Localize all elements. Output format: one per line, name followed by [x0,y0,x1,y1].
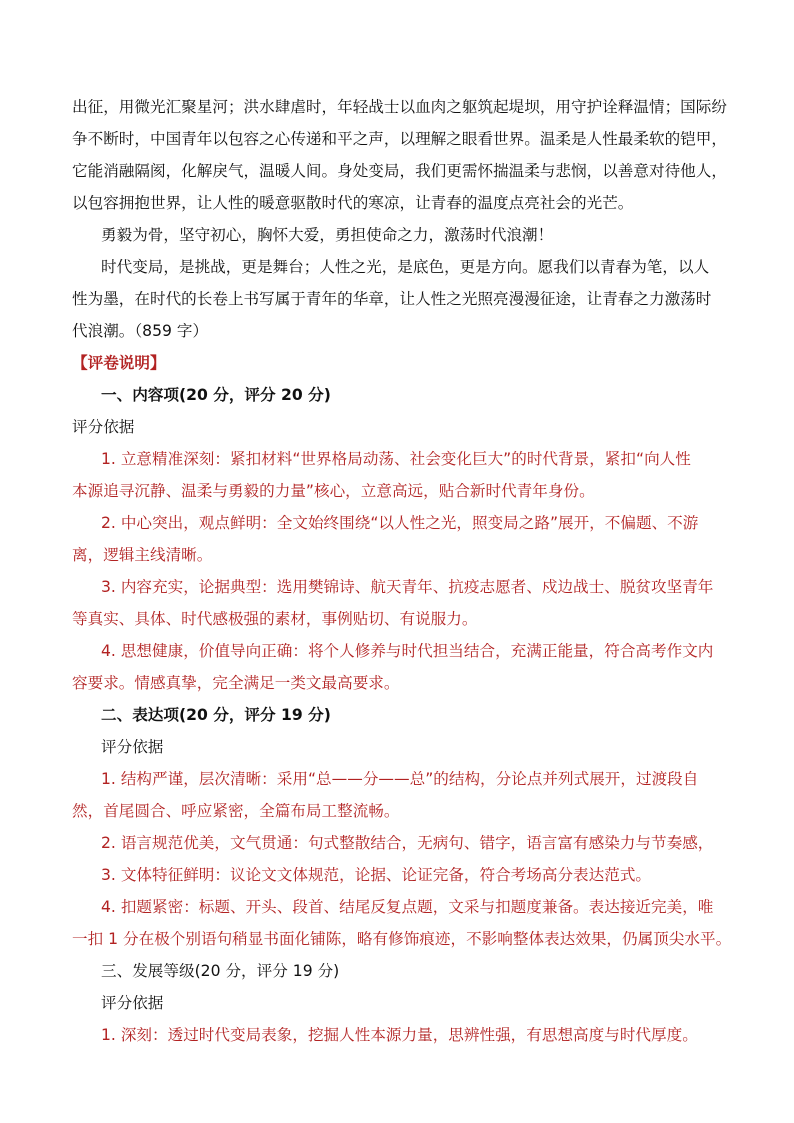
criterion-line: 容要求。情感真挚，完全满足一类文最高要求。 [72,674,400,692]
rubric-title: 【评卷说明】 [72,354,166,372]
essay-line: 它能消融隔阂，化解戾气，温暖人间。身处变局，我们更需怀揣温柔与悲悯，以善意对待他人， [72,162,727,180]
essay-line: 代浪潮。（859 字） [72,322,209,340]
basis-label: 评分依据 [101,738,164,756]
criterion-line: 1. 立意精准深刻：紧扣材料“世界格局动荡、社会变化巨大”的时代背景，紧扣“向人性 [101,450,691,468]
essay-line: 勇毅为骨，坚守初心，胸怀大爱，勇担使命之力，激荡时代浪潮！ [101,226,554,244]
criterion-line: 1. 结构严谨，层次清晰：采用“总——分——总”的结构，分论点并列式展开，过渡段自 [101,770,699,788]
criterion-line: 2. 语言规范优美，文气贯通：句式整散结合，无病句、错字，语言富有感染力与节奏感， [101,834,714,852]
essay-line: 出征，用微光汇聚星河；洪水肆虐时，年轻战士以血肉之躯筑起堤坝，用守护诠释温情；国际纷 [72,98,727,116]
criterion-line: 等真实、具体、时代感极强的素材，事例贴切、有说服力。 [72,610,478,628]
criterion-line: 本源追寻沉静、温柔与勇毅的力量”核心，立意高远，贴合新时代青年身份。 [72,482,595,500]
criterion-line: 2. 中心突出，观点鲜明：全文始终围绕“以人性之光，照变局之路”展开，不偏题、不游 [101,514,699,532]
essay-line: 争不断时，中国青年以包容之心传递和平之声，以理解之眼看世界。温柔是人性最柔软的铠甲， [72,130,727,148]
essay-line: 时代变局，是挑战，更是舞台；人性之光，是底色，更是方向。愿我们以青春为笔，以人 [101,258,710,276]
basis-label: 评分依据 [101,994,164,1012]
criterion-line: 4. 扣题紧密：标题、开头、段首、结尾反复点题，文采与扣题度兼备。表达接近完美，唯 [101,898,714,916]
criterion-line: 3. 文体特征鲜明：议论文文体规范，论据、论证完备，符合考场高分表达范式。 [101,866,652,884]
criterion-line: 1. 深刻：透过时代变局表象，挖掘人性本源力量，思辨性强，有思想高度与时代厚度。 [101,1026,698,1044]
essay-line: 性为墨，在时代的长卷上书写属于青年的华章，让人性之光照亮漫漫征途，让青春之力激荡时 [72,290,712,308]
section-heading: 一、内容项(20 分，评分 20 分) [101,386,331,404]
basis-label: 评分依据 [72,418,135,436]
essay-line: 以包容拥抱世界，让人性的暖意驱散时代的寒凉，让青春的温度点亮社会的光芒。 [72,194,634,212]
section-heading: 三、发展等级(20 分，评分 19 分) [101,962,340,980]
criterion-line: 4. 思想健康，价值导向正确：将个人修养与时代担当结合，充满正能量，符合高考作文内 [101,642,714,660]
criterion-line: 然，首尾圆合、呼应紧密，全篇布局工整流畅。 [72,802,400,820]
criterion-line: 3. 内容充实，论据典型：选用樊锦诗、航天青年、抗疫志愿者、戍边战士、脱贫攻坚青年 [101,578,714,596]
section-heading: 二、表达项(20 分，评分 19 分) [101,706,331,724]
criterion-line: 离，逻辑主线清晰。 [72,546,213,564]
criterion-line: 一扣 1 分在极个别语句稍显书面化铺陈，略有修饰痕迹，不影响整体表达效果，仍属顶尖水平。 [72,930,732,948]
